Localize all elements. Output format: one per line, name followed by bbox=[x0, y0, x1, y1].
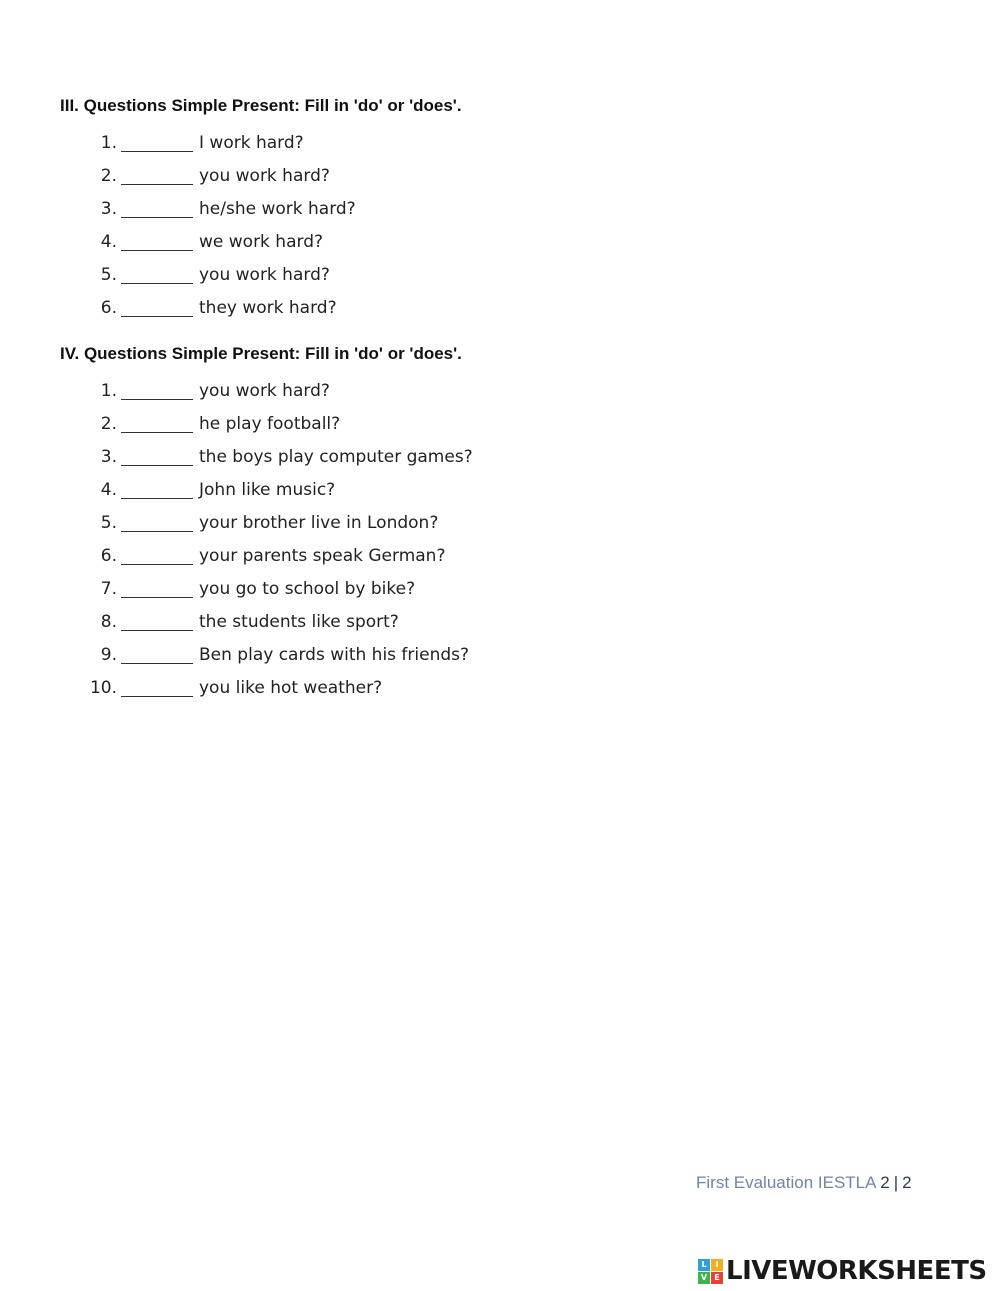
footer-page-total: 2 bbox=[902, 1173, 912, 1192]
question-text: your brother live in London? bbox=[199, 513, 439, 533]
footer-separator: | bbox=[893, 1173, 899, 1192]
question-number: 8. bbox=[100, 612, 117, 632]
question-number: 6. bbox=[100, 546, 117, 566]
answer-blank[interactable] bbox=[121, 183, 193, 185]
answer-blank[interactable] bbox=[121, 695, 193, 697]
page-footer bbox=[696, 1173, 912, 1193]
section-3-question-list bbox=[85, 127, 356, 325]
logo-letter-e: E bbox=[711, 1272, 723, 1284]
footer-page-current: 2 bbox=[880, 1173, 890, 1192]
question-item bbox=[85, 408, 473, 441]
brand-name: LIVEWORKSHEETS bbox=[726, 1256, 987, 1286]
answer-blank[interactable] bbox=[121, 431, 193, 433]
question-text: he/she work hard? bbox=[199, 199, 356, 219]
answer-blank[interactable] bbox=[121, 530, 193, 532]
question-text: Ben play cards with his friends? bbox=[199, 645, 470, 665]
question-text: you like hot weather? bbox=[199, 678, 383, 698]
answer-blank[interactable] bbox=[121, 315, 193, 317]
answer-blank[interactable] bbox=[121, 497, 193, 499]
section-4-question-list bbox=[85, 375, 473, 705]
footer-doc-name: First Evaluation IESTLA bbox=[696, 1173, 876, 1192]
question-text: you work hard? bbox=[199, 166, 330, 186]
question-number: 3. bbox=[100, 447, 117, 467]
question-item bbox=[85, 540, 473, 573]
question-text: your parents speak German? bbox=[199, 546, 446, 566]
answer-blank[interactable] bbox=[121, 398, 193, 400]
question-item bbox=[85, 441, 473, 474]
question-item bbox=[85, 606, 473, 639]
answer-blank[interactable] bbox=[121, 282, 193, 284]
question-text: you go to school by bike? bbox=[199, 579, 416, 599]
question-number: 10. bbox=[89, 678, 117, 698]
question-item bbox=[85, 226, 356, 259]
question-item bbox=[85, 375, 473, 408]
liveworksheets-logo-icon bbox=[698, 1259, 723, 1284]
question-text: they work hard? bbox=[199, 298, 337, 318]
answer-blank[interactable] bbox=[121, 150, 193, 152]
question-item bbox=[85, 474, 473, 507]
question-number: 2. bbox=[100, 414, 117, 434]
question-number: 5. bbox=[100, 265, 117, 285]
question-number: 1. bbox=[100, 133, 117, 153]
section-3-title: III. Questions Simple Present: Fill in 'do' or 'does'. bbox=[60, 96, 462, 115]
answer-blank[interactable] bbox=[121, 629, 193, 631]
question-item bbox=[85, 193, 356, 226]
logo-letter-v: V bbox=[698, 1272, 710, 1284]
liveworksheets-brand bbox=[698, 1256, 987, 1286]
question-item bbox=[85, 127, 356, 160]
question-number: 4. bbox=[100, 232, 117, 252]
question-number: 2. bbox=[100, 166, 117, 186]
question-number: 1. bbox=[100, 381, 117, 401]
question-text: you work hard? bbox=[199, 381, 330, 401]
question-number: 5. bbox=[100, 513, 117, 533]
question-text: he play football? bbox=[199, 414, 341, 434]
question-item bbox=[85, 160, 356, 193]
answer-blank[interactable] bbox=[121, 249, 193, 251]
logo-letter-l: L bbox=[698, 1259, 710, 1271]
section-4-title: IV. Questions Simple Present: Fill in 'do' or 'does'. bbox=[60, 344, 462, 363]
answer-blank[interactable] bbox=[121, 464, 193, 466]
question-text: we work hard? bbox=[199, 232, 324, 252]
question-item bbox=[85, 259, 356, 292]
question-item bbox=[85, 672, 473, 705]
answer-blank[interactable] bbox=[121, 216, 193, 218]
question-text: you work hard? bbox=[199, 265, 330, 285]
logo-letter-i: I bbox=[711, 1259, 723, 1271]
answer-blank[interactable] bbox=[121, 563, 193, 565]
question-number: 4. bbox=[100, 480, 117, 500]
question-text: the students like sport? bbox=[199, 612, 399, 632]
question-item bbox=[85, 507, 473, 540]
answer-blank[interactable] bbox=[121, 662, 193, 664]
question-text: the boys play computer games? bbox=[199, 447, 473, 467]
question-number: 6. bbox=[100, 298, 117, 318]
question-text: John like music? bbox=[199, 480, 336, 500]
question-number: 7. bbox=[100, 579, 117, 599]
question-number: 9. bbox=[100, 645, 117, 665]
answer-blank[interactable] bbox=[121, 596, 193, 598]
question-item bbox=[85, 639, 473, 672]
question-item bbox=[85, 573, 473, 606]
question-text: I work hard? bbox=[199, 133, 304, 153]
question-number: 3. bbox=[100, 199, 117, 219]
question-item bbox=[85, 292, 356, 325]
